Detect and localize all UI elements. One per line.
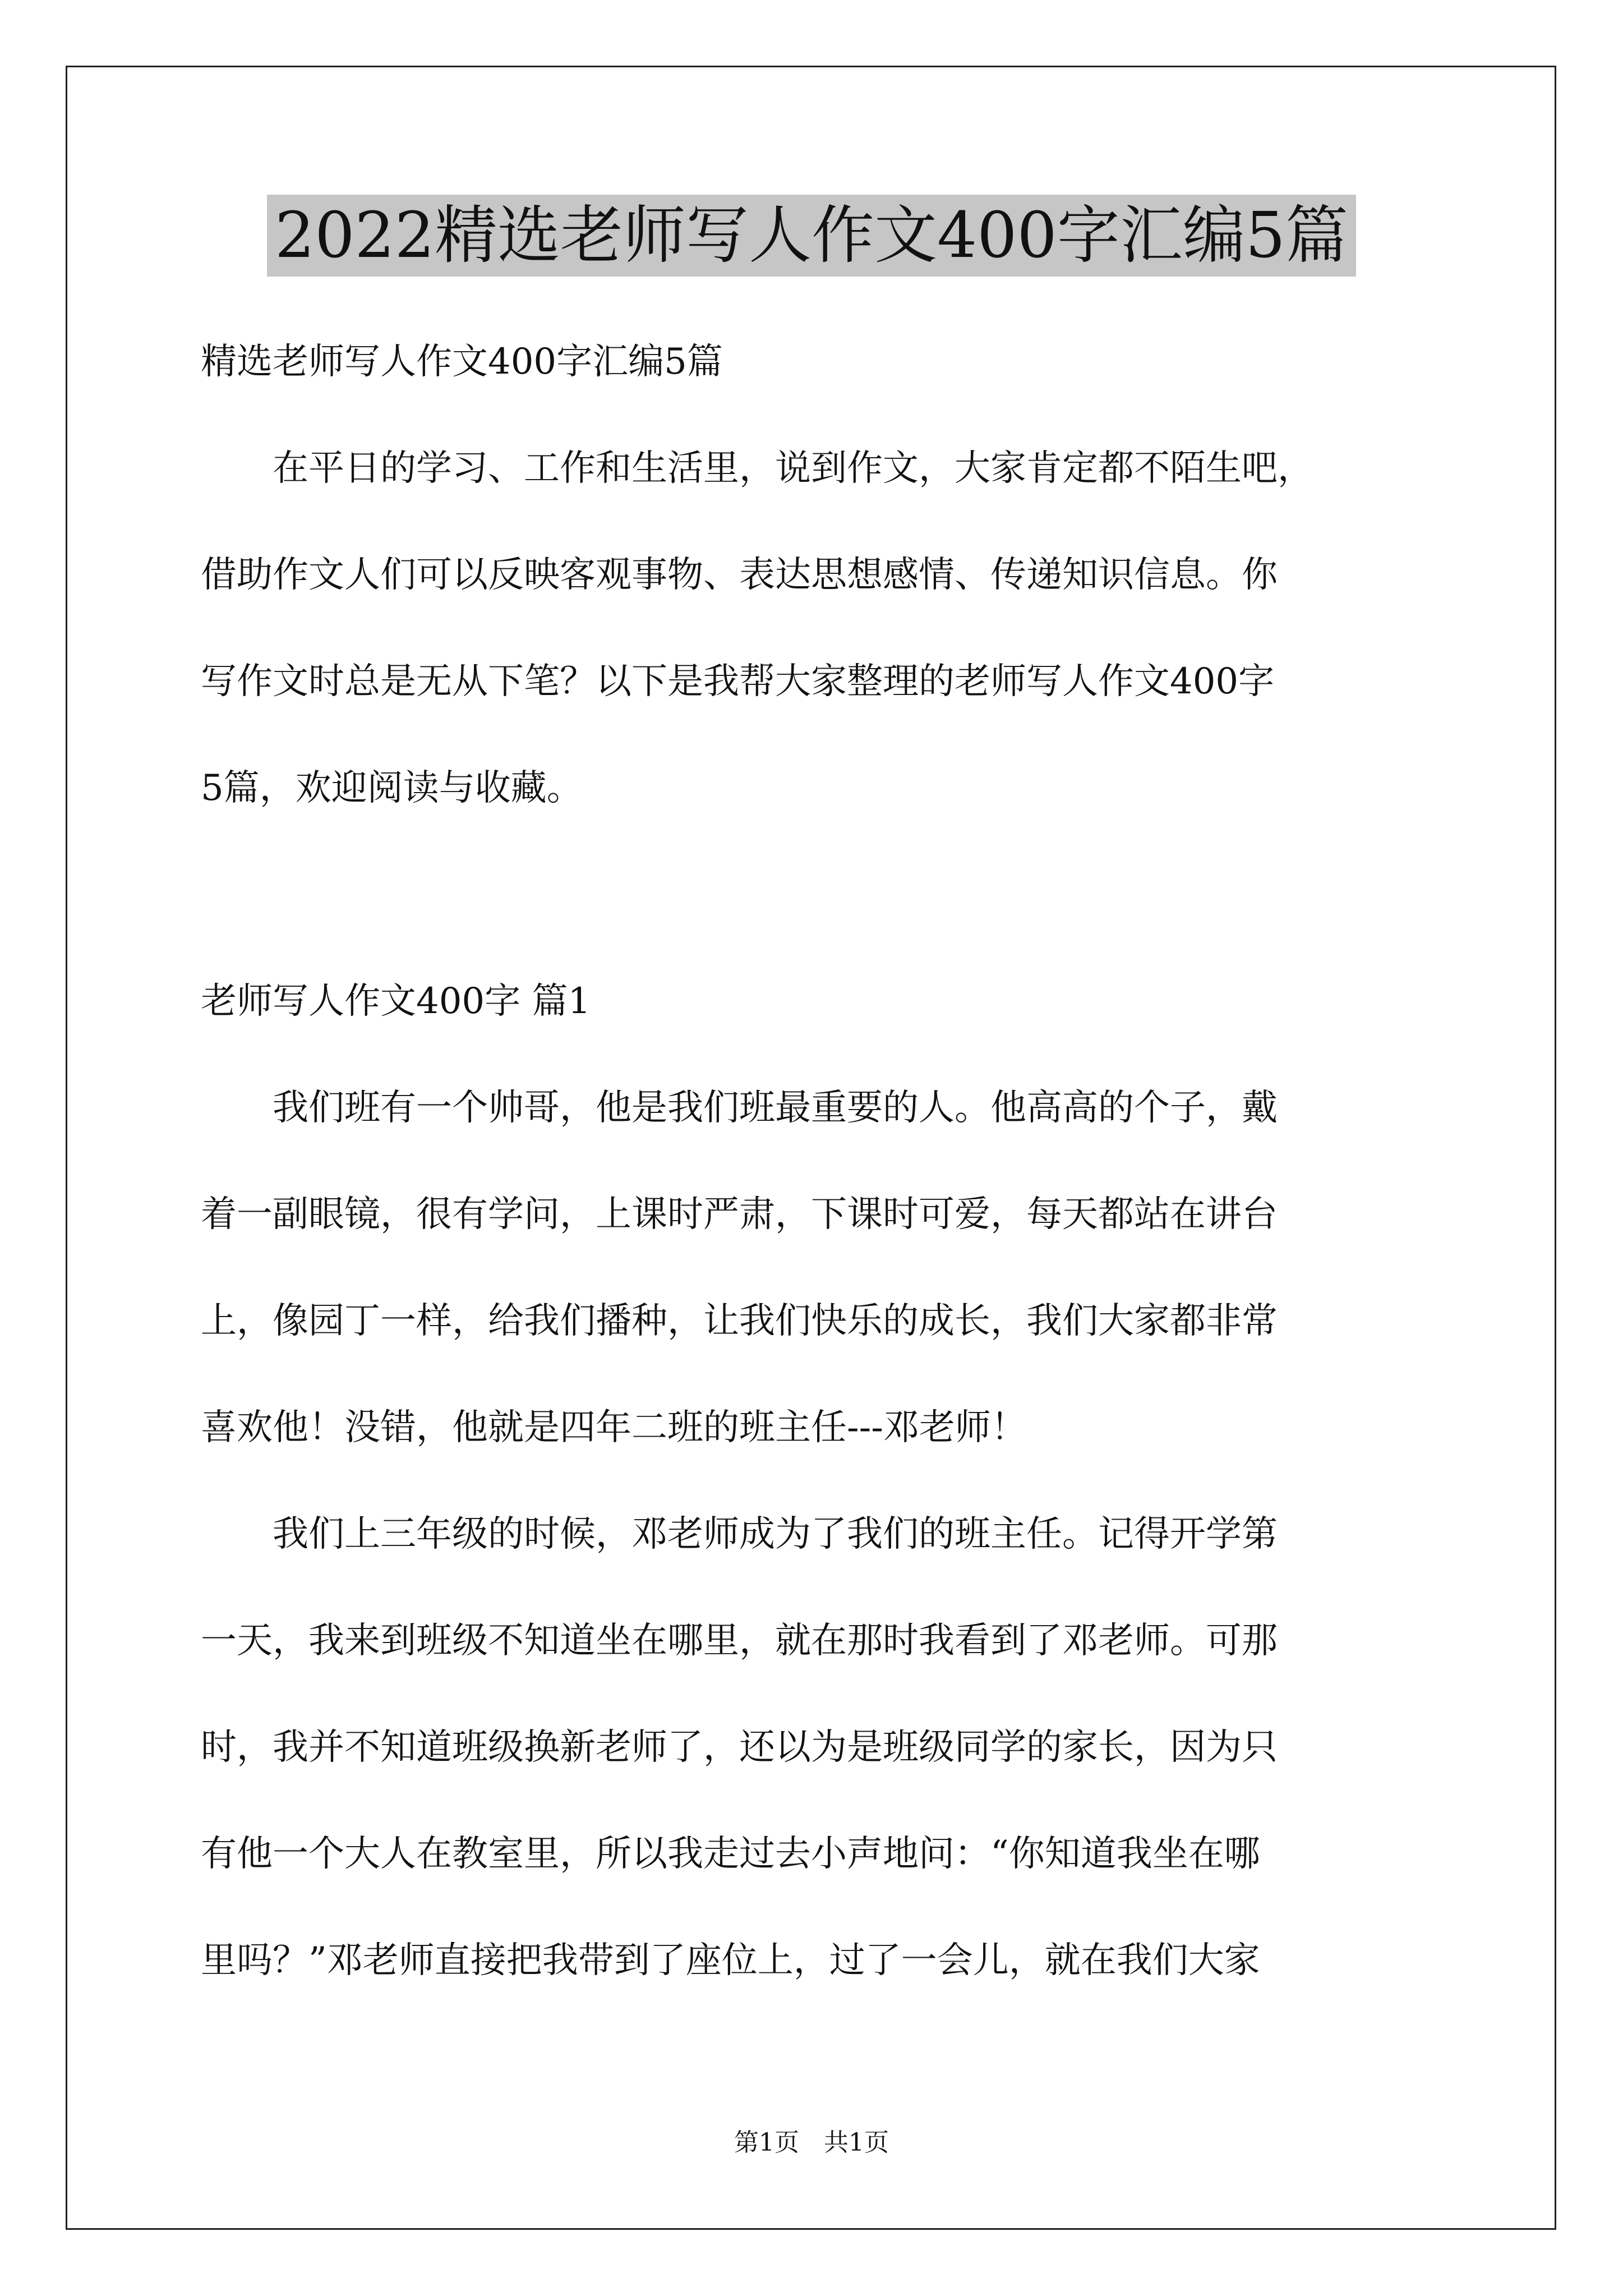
paragraph-line: 我们上三年级的时候，邓老师成为了我们的班主任。记得开学第 [201,1513,1278,1555]
document-title-text: 2022精选老师写人作文400字汇编5篇 [267,195,1356,277]
intro-line: 借助作文人们可以反映客观事物、表达思想感情、传递知识信息。你 [201,554,1278,596]
paragraph-line: 有他一个大人在教室里，所以我走过去小声地问：“你知道我坐在哪 [201,1833,1260,1875]
document-title [0,196,1623,275]
paragraph-line: 着一副眼镜，很有学问，上课时严肃，下课时可爱，每天都站在讲台 [201,1194,1278,1235]
document-subtitle: 精选老师写人作文400字汇编5篇 [201,341,723,383]
paragraph-line: 上，像园丁一样，给我们播种，让我们快乐的成长，我们大家都非常 [201,1300,1278,1342]
document-body [201,309,1435,2014]
page-footer: 第1页 共1页 [734,2128,889,2157]
section-heading: 老师写人作文400字 篇1 [201,981,591,1022]
paragraph-line: 时，我并不知道班级换新老师了，还以为是班级同学的家长，因为只 [201,1727,1278,1768]
blank-line [201,841,1435,948]
paragraph-line: 我们班有一个帅哥，他是我们班最重要的人。他高高的个子，戴 [201,1087,1278,1129]
paragraph-line: 一天，我来到班级不知道坐在哪里，就在那时我看到了邓老师。可那 [201,1620,1278,1662]
intro-line: 5篇，欢迎阅读与收藏。 [201,767,583,809]
intro-line: 写作文时总是无从下笔？以下是我帮大家整理的老师写人作文400字 [201,661,1275,702]
paragraph-line: 里吗？”邓老师直接把我带到了座位上，过了一会儿，就在我们大家 [201,1940,1260,1981]
intro-line: 在平日的学习、工作和生活里，说到作文，大家肯定都不陌生吧， [201,448,1313,489]
paragraph-line: 喜欢他！没错，他就是四年二班的班主任---邓老师！ [201,1407,1027,1448]
